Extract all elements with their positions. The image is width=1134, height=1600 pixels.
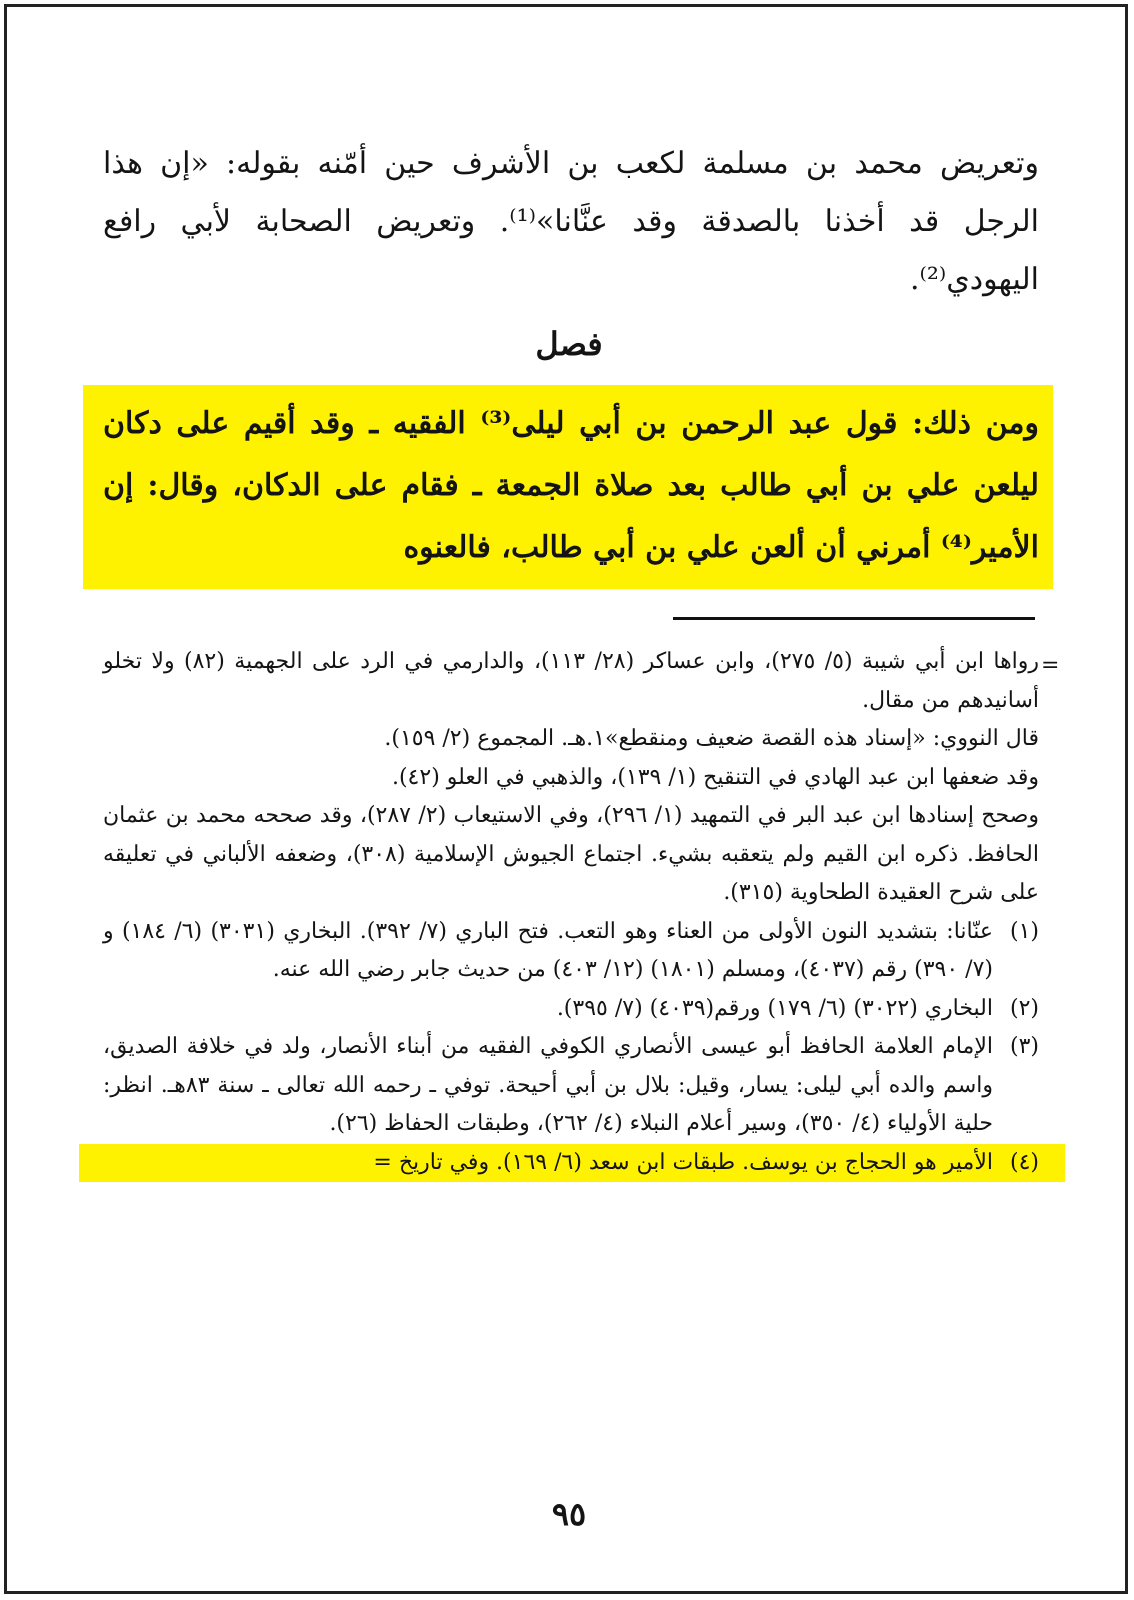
footnote-number: (٢) xyxy=(1009,995,1039,1021)
continuation-mark: = xyxy=(1041,653,1060,678)
footnote-continued-line: وصحح إسنادها ابن عبد البر في التمهيد (١/ ٢٩٦)، وفي الاستيعاب (٢/ ٢٨٧)، وقد صححه محمد بن عثمان الحافظ. ذكره ابن القيم ولم يتعقبه بشيء. اجتماع الجيوش الإسلامية (٣٠٨)، وضعفه الألباني في تعليقه على شرح العقيدة الطحاوية (٣١٥). xyxy=(103,803,1040,905)
section-heading: فصل xyxy=(535,325,603,363)
footnote-number: (٤) xyxy=(1009,1149,1039,1175)
paragraph-highlighted: ومن ذلك: قول عبد الرحمن بن أبي ليلى⁽³⁾ الفقيه ـ وقد أقيم على دكان ليلعن علي بن أبي طالب بعد صلاة الجمعة ـ فقام على الدكان، وقال: إن الأمير⁽⁴⁾ أمرني أن ألعن علي بن أبي طالب، فالعنوه xyxy=(103,406,1039,565)
footnotes xyxy=(103,643,1039,1182)
footnote-text: عنّانا: بتشديد النون الأولى من العناء وهو التعب. فتح الباري (٧/ ٣٩٢). البخاري (٣٠٣١) (٦/ ١٨٤) و (٧/ ٣٩٠) رقم (٤٠٣٧)، ومسلم (١٨٠١) (١٢/ ٤٠٣) من حديث جابر رضي الله عنه. xyxy=(103,918,993,982)
footnote-text: البخاري (٣٠٢٢) (٦/ ١٧٩) ورقم(٤٠٣٩) (٧/ ٣٩٥). xyxy=(556,995,993,1021)
page-number: ٩٥ xyxy=(551,1495,587,1533)
body-text-top xyxy=(103,135,1039,309)
highlighted-paragraph xyxy=(103,393,1039,579)
footnote-3 xyxy=(103,1028,1039,1144)
footnote-1 xyxy=(103,913,1039,990)
footnote-text: الإمام العلامة الحافظ أبو عيسى الأنصاري الكوفي الفقيه من أبناء الأنصار، ولد في خلافة الصديق، واسم والده أبي ليلى: يسار، وقيل: بلال بن أبي أحيحة. توفي ـ رحمه الله تعالى ـ سنة ٨٣هـ. انظر: حلية الأولياء (٤/ ٣٥٠)، وسير أعلام النبلاء (٤/ ٢٦٢)، وطبقات الحفاظ (٢٦). xyxy=(103,1034,993,1136)
footnote-number: (٣) xyxy=(1009,1034,1039,1059)
footnote-continued-line: وقد ضعفها ابن عبد الهادي في التنقيح (١/ ١٣٩)، والذهبي في العلو (٤٢). xyxy=(391,764,1039,790)
book-page xyxy=(4,4,1128,1594)
footnote-separator xyxy=(673,617,1035,620)
footnote-continued-line: رواها ابن أبي شيبة (٥/ ٢٧٥)، وابن عساكر (٢٨/ ١١٣)، والدارمي في الرد على الجهمية (٨٢) ولا تخلو أسانيدهم من مقال. xyxy=(103,649,1040,713)
footnote-4-highlighted xyxy=(79,1144,1065,1183)
footnote-continued-line: قال النووي: «إسناد هذه القصة ضعيف ومنقطع»١.هـ. المجموع (٢/ ١٥٩). xyxy=(384,726,1039,751)
footnote-number: (١) xyxy=(1009,918,1039,944)
footnote-2 xyxy=(103,990,1039,1029)
footnote-text: الأمير هو الحجاج بن يوسف. طبقات ابن سعد (٦/ ١٦٩). وفي تاريخ = xyxy=(373,1149,993,1175)
paragraph-intro: وتعريض محمد بن مسلمة لكعب بن الأشرف حين أمّنه بقوله: «إن هذا الرجل قد أخذنا بالصدقة وقد عنَّانا»⁽¹⁾. وتعريض الصحابة لأبي رافع اليهودي⁽²⁾. xyxy=(103,146,1039,297)
